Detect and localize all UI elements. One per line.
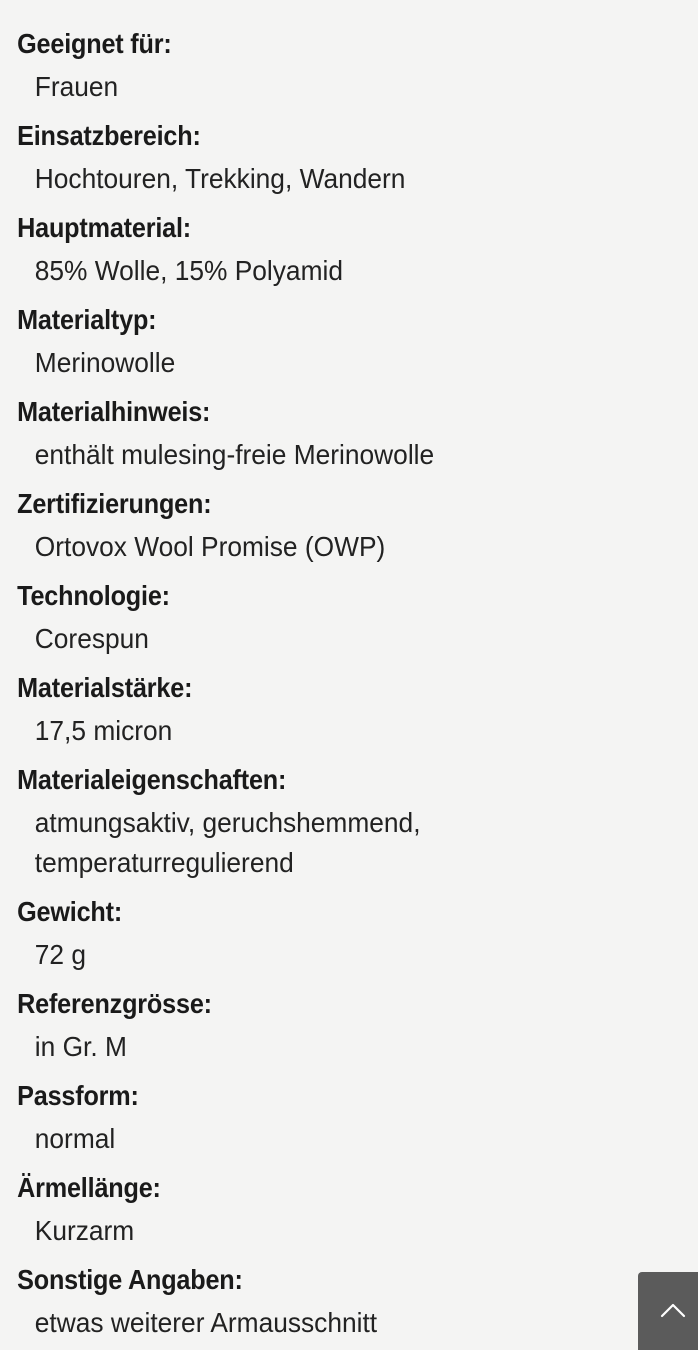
chevron-up-icon [660,1302,686,1318]
spec-label: Zertifizierungen: [17,488,212,519]
spec-label: Ärmellänge: [17,1172,161,1203]
spec-value: 72 g [34,939,87,970]
spec-value: normal [34,1123,116,1154]
spec-value: atmungsaktiv, geruchshemmend, temperaturregulierend [34,807,421,878]
spec-materialstaerke [0,665,640,751]
spec-label: Passform: [17,1080,139,1111]
spec-label: Technologie: [17,580,170,611]
spec-label: Gewicht: [17,896,123,927]
spec-materialhinweis [0,389,640,475]
spec-label: Sonstige Angaben: [17,1264,243,1295]
spec-aermellaenge [0,1165,640,1251]
spec-label: Materialstärke: [17,672,193,703]
spec-materialeigenschaften [0,757,640,883]
spec-value: Frauen [34,71,119,102]
spec-value: 85% Wolle, 15% Polyamid [34,255,343,286]
spec-geeignet-fuer [0,21,640,107]
spec-label: Materialeigenschaften: [17,764,287,795]
spec-value: in Gr. M [34,1031,127,1062]
spec-value: Kurzarm [34,1215,135,1246]
spec-referenzgroesse [0,981,640,1067]
spec-gewicht [0,889,640,975]
product-spec-list [0,21,640,1349]
spec-label: Materialtyp: [17,304,157,335]
spec-value: enthält mulesing-freie Merinowolle [34,439,435,470]
spec-einsatzbereich [0,113,640,199]
spec-value: Hochtouren, Trekking, Wandern [34,163,406,194]
spec-zertifizierungen [0,481,640,567]
scroll-to-top-button[interactable] [638,1272,698,1350]
spec-technologie [0,573,640,659]
spec-passform [0,1073,640,1159]
spec-label: Referenzgrösse: [17,988,212,1019]
spec-label: Hauptmaterial: [17,212,192,243]
spec-value: 17,5 micron [34,715,173,746]
spec-value: Merinowolle [34,347,176,378]
spec-label: Geeignet für: [17,28,172,59]
spec-materialtyp [0,297,640,383]
spec-sonstige-angaben [0,1257,640,1343]
spec-hauptmaterial [0,205,640,291]
spec-label: Einsatzbereich: [17,120,201,151]
spec-value: etwas weiterer Armausschnitt [34,1307,378,1338]
spec-value: Ortovox Wool Promise (OWP) [34,531,386,562]
spec-label: Materialhinweis: [17,396,211,427]
spec-value: Corespun [34,623,149,654]
